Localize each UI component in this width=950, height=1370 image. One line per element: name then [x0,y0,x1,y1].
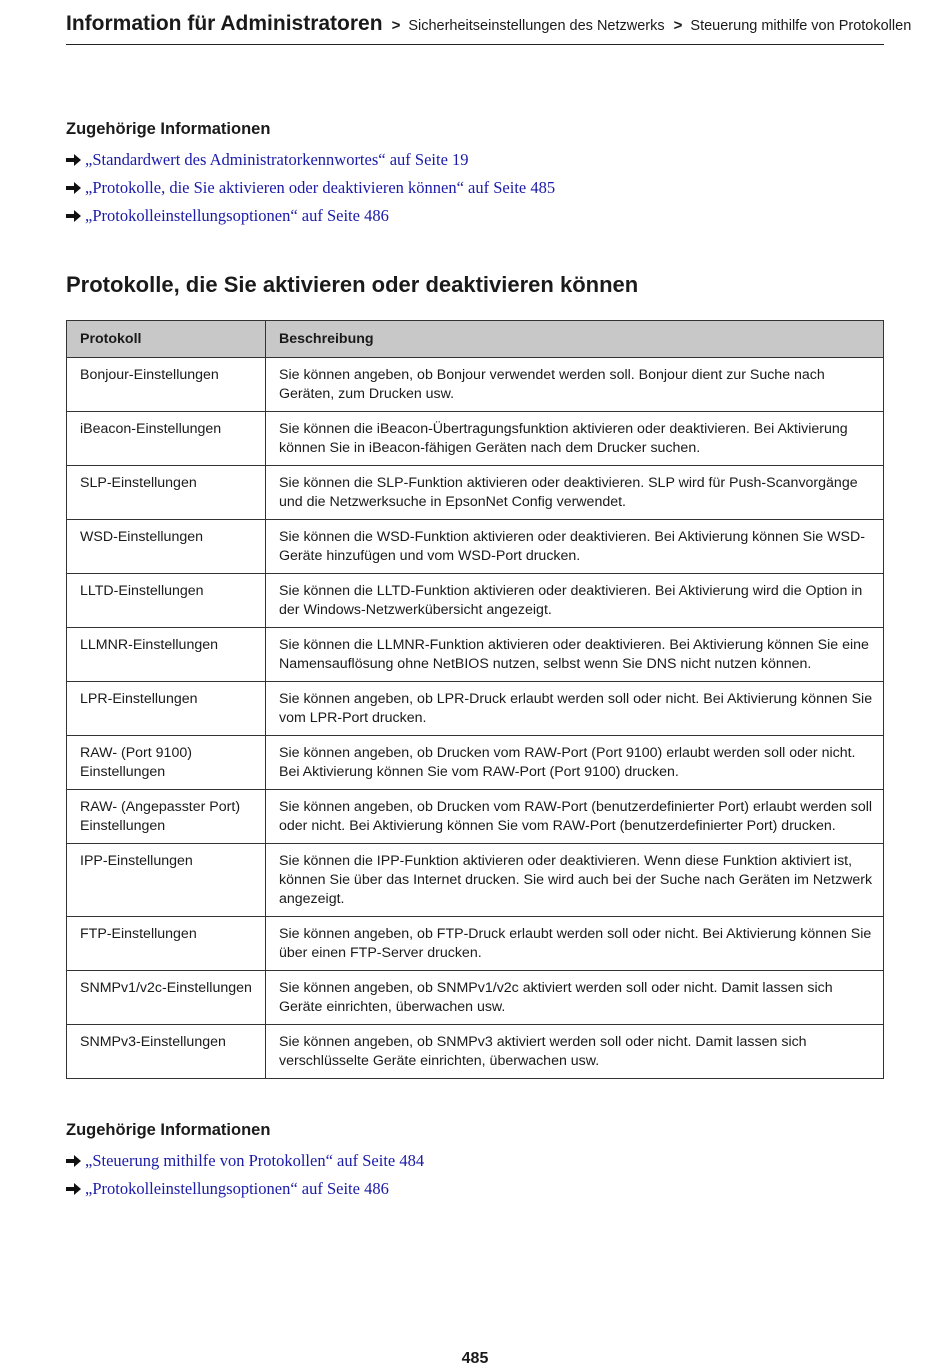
description-cell: Sie können die SLP-Funktion aktivieren oder deaktivieren. SLP wird für Push-Scanvorgänge und die Netzwerksuche in EpsonNet Config verwendet. [266,466,884,520]
related-link-text[interactable]: „Standardwert des Administratorkennwortes“ auf Seite 19 [85,150,469,169]
table-row [67,466,884,520]
arrow-right-icon [66,1183,81,1195]
protocol-cell: IPP-Einstellungen [67,844,266,917]
related-link[interactable] [66,1177,424,1205]
table-row [67,412,884,466]
description-cell: Sie können angeben, ob SNMPv3 aktiviert werden soll oder nicht. Damit lassen sich verschlüsselte Geräte einrichten, überwachen usw. [266,1025,884,1079]
description-cell: Sie können angeben, ob Drucken vom RAW-Port (benutzerdefinierter Port) erlaubt werden soll oder nicht. Bei Aktivierung können Sie vom RAW-Port (benutzerdefinierter Port) drucken. [266,790,884,844]
protocol-cell: LPR-Einstellungen [67,682,266,736]
protocol-cell: SLP-Einstellungen [67,466,266,520]
protocols-table [66,320,884,1079]
header-title: Information für Administratoren [66,12,383,35]
arrow-right-icon [66,1155,81,1167]
table-row [67,790,884,844]
description-cell: Sie können die iBeacon-Übertragungsfunktion aktivieren oder deaktivieren. Bei Aktivierung können Sie in iBeacon-fähigen Geräten nach dem Drucker suchen. [266,412,884,466]
table-row [67,574,884,628]
related-link[interactable] [66,204,555,232]
related-info-title: Zugehörige Informationen [66,1121,271,1139]
description-cell: Sie können die IPP-Funktion aktivieren oder deaktivieren. Wenn diese Funktion aktiviert ist, können Sie über das Internet drucken. Sie wird auch bei der Suche nach Geräten im Netzwerk angezeigt. [266,844,884,917]
table-row [67,971,884,1025]
protocol-cell: LLMNR-Einstellungen [67,628,266,682]
description-cell: Sie können die WSD-Funktion aktivieren oder deaktivieren. Bei Aktivierung können Sie WSD-Geräte hinzufügen und vom WSD-Port drucken. [266,520,884,574]
table-row [67,917,884,971]
related-link-text[interactable]: „Protokolleinstellungsoptionen“ auf Seite 486 [85,206,389,225]
page-number: 485 [461,1350,489,1367]
protocol-cell: FTP-Einstellungen [67,917,266,971]
description-cell: Sie können angeben, ob LPR-Druck erlaubt werden soll oder nicht. Bei Aktivierung können Sie vom LPR-Port drucken. [266,682,884,736]
table-row [67,520,884,574]
protocol-cell: RAW- (Angepasster Port) Einstellungen [67,790,266,844]
related-link[interactable] [66,176,555,204]
protocol-cell: iBeacon-Einstellungen [67,412,266,466]
related-link-text[interactable]: „Protokolleinstellungsoptionen“ auf Seite 486 [85,1179,389,1198]
protocol-cell: SNMPv3-Einstellungen [67,1025,266,1079]
table-row [67,682,884,736]
related-info-bottom [66,1121,424,1205]
table-row [67,1025,884,1079]
protocol-cell: Bonjour-Einstellungen [67,358,266,412]
related-link[interactable] [66,1149,424,1177]
column-header-description: Beschreibung [266,321,884,358]
description-cell: Sie können angeben, ob Bonjour verwendet werden soll. Bonjour dient zur Suche nach Geräten, zum Drucken usw. [266,358,884,412]
table-row [67,844,884,917]
table-row [67,736,884,790]
breadcrumb-protocols: Steuerung mithilfe von Protokollen [690,18,912,34]
protocol-cell: RAW- (Port 9100) Einstellungen [67,736,266,790]
table-row [67,628,884,682]
description-cell: Sie können angeben, ob Drucken vom RAW-Port (Port 9100) erlaubt werden soll oder nicht. Bei Aktivierung können Sie vom RAW-Port (Port 9100) drucken. [266,736,884,790]
related-link[interactable] [66,148,555,176]
related-link-text[interactable]: „Protokolle, die Sie aktivieren oder deaktivieren können“ auf Seite 485 [85,178,556,197]
related-info-title: Zugehörige Informationen [66,120,271,138]
protocol-cell: SNMPv1/v2c-Einstellungen [67,971,266,1025]
description-cell: Sie können angeben, ob SNMPv1/v2c aktiviert werden soll oder nicht. Damit lassen sich Geräte einrichten, überwachen usw. [266,971,884,1025]
page-header [66,12,912,45]
column-header-protocol: Protokoll [67,321,266,358]
table-header-row [67,321,884,358]
related-link-text[interactable]: „Steuerung mithilfe von Protokollen“ auf Seite 484 [85,1151,425,1170]
description-cell: Sie können die LLMNR-Funktion aktivieren oder deaktivieren. Bei Aktivierung können Sie eine Namensauflösung ohne NetBIOS nutzen, selbst wenn Sie DNS nicht nutzen können. [266,628,884,682]
protocol-cell: WSD-Einstellungen [67,520,266,574]
breadcrumb-security: Sicherheitseinstellungen des Netzwerks [408,18,665,34]
arrow-right-icon [66,154,81,166]
related-info-top [66,120,555,232]
protocol-cell: LLTD-Einstellungen [67,574,266,628]
table-row [67,358,884,412]
header-separator: > [391,17,401,34]
description-cell: Sie können die LLTD-Funktion aktivieren oder deaktivieren. Bei Aktivierung wird die Option in der Windows-Netzwerkübersicht angezeigt. [266,574,884,628]
arrow-right-icon [66,182,81,194]
header-separator: > [673,17,683,34]
section-title: Protokolle, die Sie aktivieren oder deaktivieren können [66,272,639,297]
arrow-right-icon [66,210,81,222]
description-cell: Sie können angeben, ob FTP-Druck erlaubt werden soll oder nicht. Bei Aktivierung können Sie über einen FTP-Server drucken. [266,917,884,971]
